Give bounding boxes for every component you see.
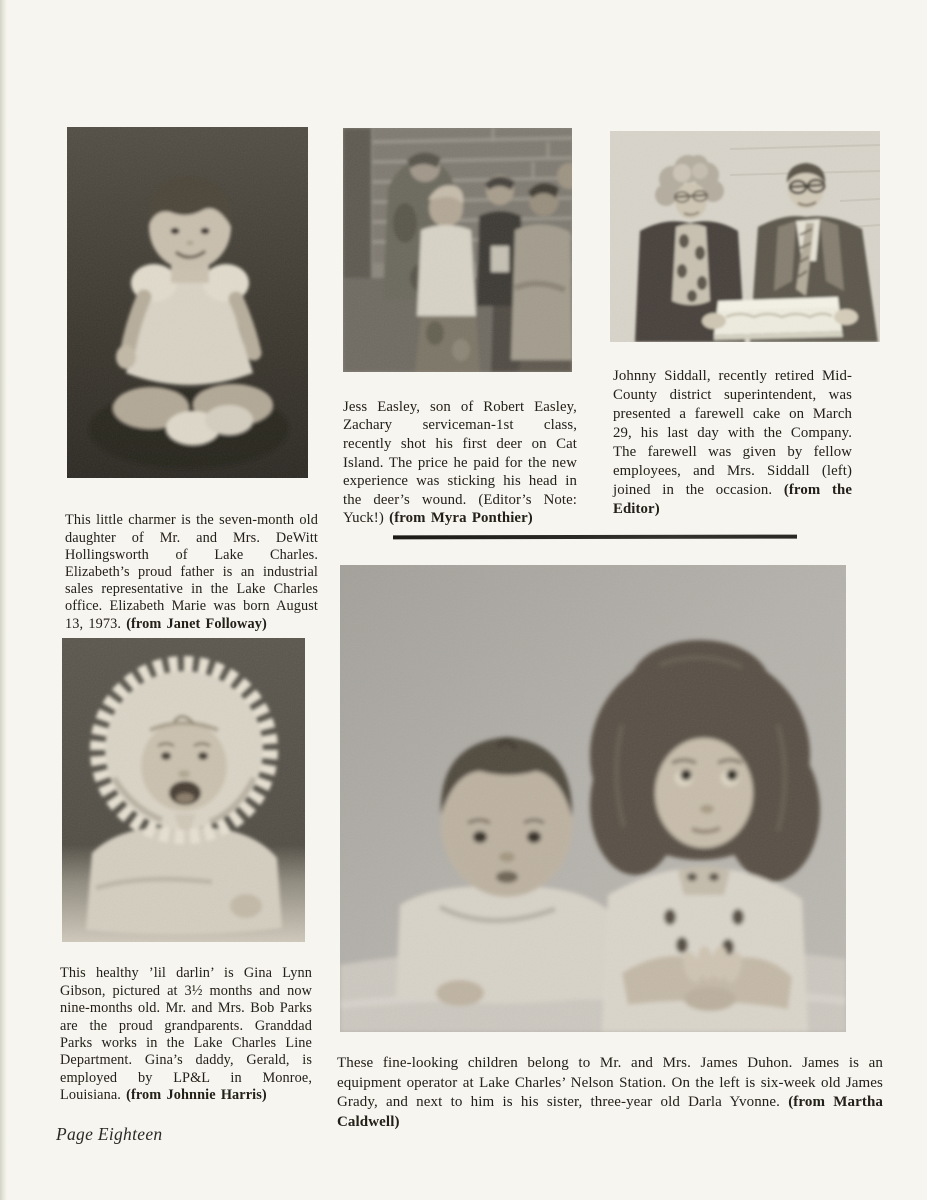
gibson-baby-image (62, 638, 305, 942)
duhon-children-photo (340, 565, 846, 1032)
gibson-caption (60, 965, 312, 1104)
scan-edge-shadow (0, 0, 7, 1200)
hollingsworth-caption-text: This little charmer is the seven-month old daughter of Mr. and Mrs. DeWitt Hollingsworth of Lake Charles. Elizabeth’s proud father is an industrial sales representative in the Lake Charles office. Elizabeth Marie was born August 13, 1973. (65, 512, 318, 632)
duhon-caption-text: These fine-looking children belong to Mr. and Mrs. James Duhon. James is an equipment operator at Lake Charles’ Nelson Station. On the left is six-week old James Grady, and next to him is his sister, three-year old Darla Yvonne. (337, 1055, 883, 1110)
duhon-caption-credit: (from Martha Caldwell) (337, 1094, 883, 1130)
easley-caption-credit: (from Myra Ponthier) (389, 510, 533, 527)
easley-deer-image (343, 128, 572, 372)
gibson-caption-credit: (from Johnnie Harris) (126, 1087, 267, 1104)
hollingsworth-caption-credit: (from Janet Followay) (126, 615, 267, 632)
easley-caption (343, 398, 577, 528)
duhon-caption (337, 1054, 883, 1132)
section-divider-rule (393, 535, 797, 539)
siddall-caption (613, 367, 852, 519)
gibson-baby-photo (62, 638, 305, 942)
siddall-caption-text: Johnny Siddall, recently retired Mid-County district superintendent, was presented a farewell cake on March 29, his last day with the Company. The farewell was given by fellow employees, and Mrs. Siddall (left) joined in the occasion. (613, 367, 852, 498)
hollingsworth-baby-photo (67, 127, 308, 478)
easley-caption-text: Jess Easley, son of Robert Easley, Zachary serviceman-1st class, recently shot his first deer on Cat Island. The price he paid for the new experience was sticking his head in the deer’s wound. (Editor’s Note: Yuck!) (343, 398, 577, 527)
siddall-farewell-image (610, 131, 880, 342)
hollingsworth-caption (65, 512, 318, 632)
siddall-farewell-photo (610, 131, 880, 342)
page-number: Page Eighteen (56, 1124, 163, 1144)
siddall-caption-credit: (from the Editor) (613, 481, 852, 517)
duhon-children-image (340, 565, 846, 1032)
gibson-caption-text: This healthy ’lil darlin’ is Gina Lynn Gibson, pictured at 3½ months and now nine-months old. Mr. and Mrs. Bob Parks are the proud grandparents. Granddad Parks works in the Lake Charles Line Department. Gina’s daddy, Gerald, is employed by LP&L in Monroe, Louisiana. (60, 965, 312, 1104)
easley-deer-photo (343, 128, 572, 372)
hollingsworth-baby-image (67, 127, 308, 478)
